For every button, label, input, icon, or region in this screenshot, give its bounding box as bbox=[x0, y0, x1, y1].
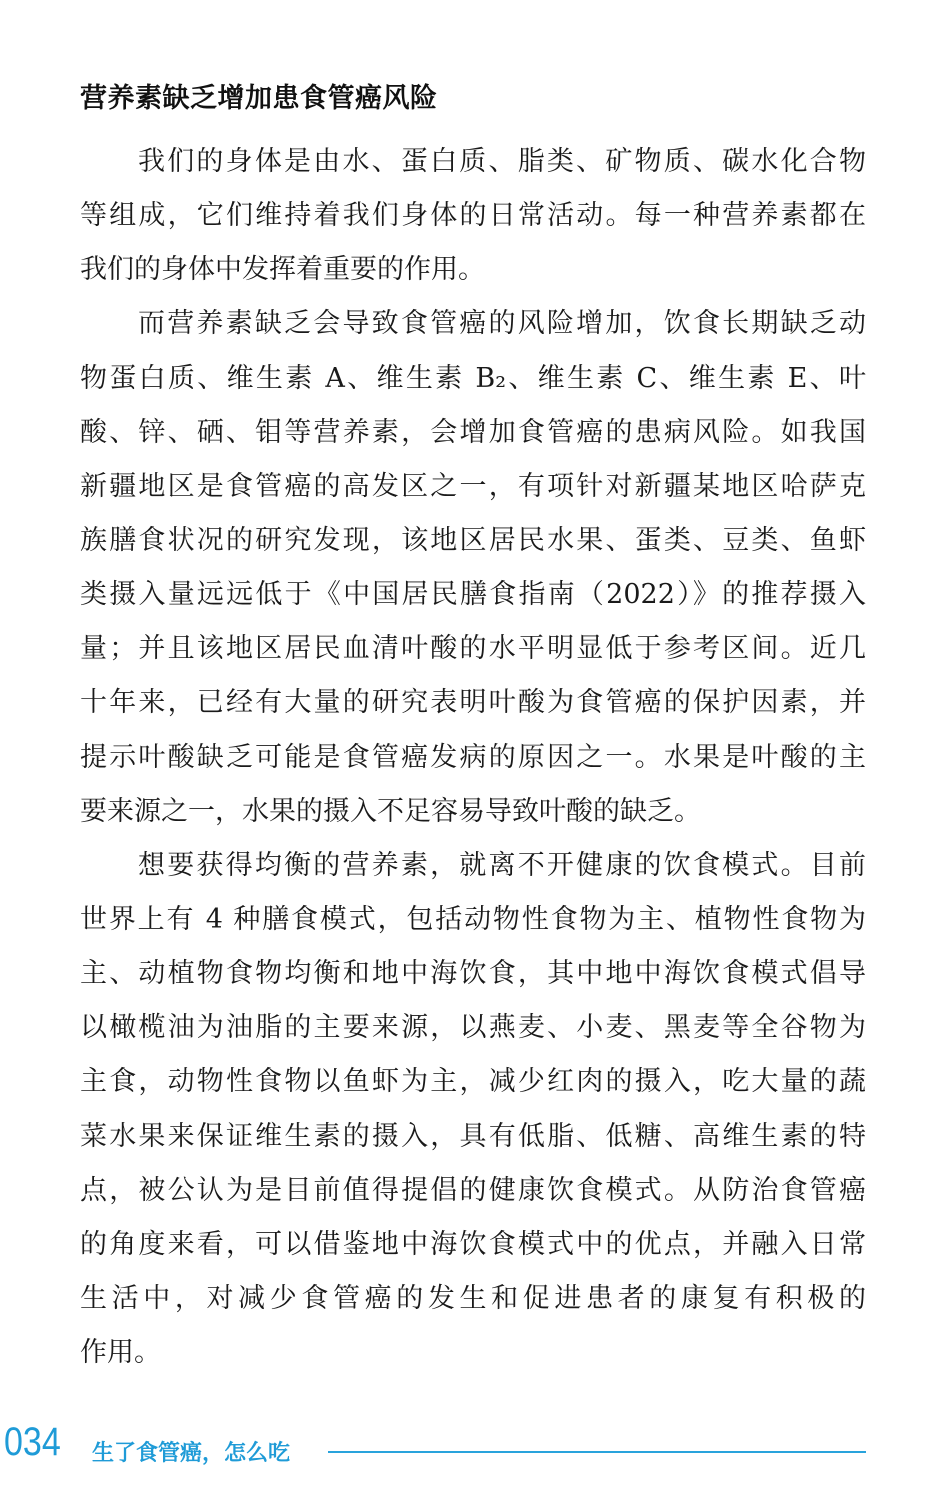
page-number: 034 bbox=[4, 1420, 61, 1464]
text-line: 要来源之一，水果的摄入不足容易导致叶酸的缺乏。 bbox=[80, 795, 701, 827]
text-line: 量；并且该地区居民血清叶酸的水平明显低于参考区间。近几 bbox=[80, 633, 866, 665]
text-line: 而营养素缺乏会导致食管癌的风险增加，饮食长期缺乏动 bbox=[138, 308, 866, 340]
text-line: 我们的身体中发挥着重要的作用。 bbox=[80, 254, 485, 286]
text-line: 等组成，它们维持着我们身体的日常活动。每一种营养素都在 bbox=[80, 200, 866, 232]
text-line: 十年来，已经有大量的研究表明叶酸为食管癌的保护因素，并 bbox=[80, 687, 866, 719]
text-line: 物蛋白质、维生素 A、维生素 B₂、维生素 C、维生素 E、叶 bbox=[80, 362, 866, 394]
text-line: 作用。 bbox=[80, 1337, 161, 1369]
text-line: 菜水果来保证维生素的摄入，具有低脂、低糖、高维生素的特 bbox=[80, 1120, 866, 1152]
text-line: 主食，动物性食物以鱼虾为主，减少红肉的摄入，吃大量的蔬 bbox=[80, 1066, 866, 1098]
text-line: 酸、锌、硒、钼等营养素，会增加食管癌的患病风险。如我国 bbox=[80, 416, 866, 448]
text-line: 以橄榄油为油脂的主要来源，以燕麦、小麦、黑麦等全谷物为 bbox=[80, 1012, 866, 1044]
running-footer-title: 生了食管癌，怎么吃 bbox=[92, 1441, 291, 1466]
text-line: 点，被公认为是目前值得提倡的健康饮食模式。从防治食管癌 bbox=[80, 1174, 866, 1206]
text-line: 生活中，对减少食管癌的发生和促进患者的康复有积极的 bbox=[80, 1282, 866, 1314]
section-heading: 营养素缺乏增加患食管癌风险 bbox=[80, 83, 438, 114]
text-line: 提示叶酸缺乏可能是食管癌发病的原因之一。水果是叶酸的主 bbox=[80, 741, 866, 773]
text-line: 主、动植物食物均衡和地中海饮食，其中地中海饮食模式倡导 bbox=[80, 958, 866, 990]
text-line: 的角度来看，可以借鉴地中海饮食模式中的优点，并融入日常 bbox=[80, 1228, 866, 1260]
text-line: 我们的身体是由水、蛋白质、脂类、矿物质、碳水化合物 bbox=[138, 146, 866, 177]
body-text bbox=[80, 135, 866, 1380]
text-line: 族膳食状况的研究发现，该地区居民水果、蛋类、豆类、鱼虾 bbox=[80, 524, 866, 556]
footer-divider bbox=[328, 1451, 866, 1453]
text-line: 类摄入量远远低于《中国居民膳食指南（2022）》的推荐摄入 bbox=[80, 579, 866, 611]
text-line: 新疆地区是食管癌的高发区之一，有项针对新疆某地区哈萨克 bbox=[80, 470, 866, 502]
text-line: 想要获得均衡的营养素，就离不开健康的饮食模式。目前 bbox=[138, 849, 866, 881]
text-line: 世界上有 4 种膳食模式，包括动物性食物为主、植物性食物为 bbox=[80, 903, 866, 935]
